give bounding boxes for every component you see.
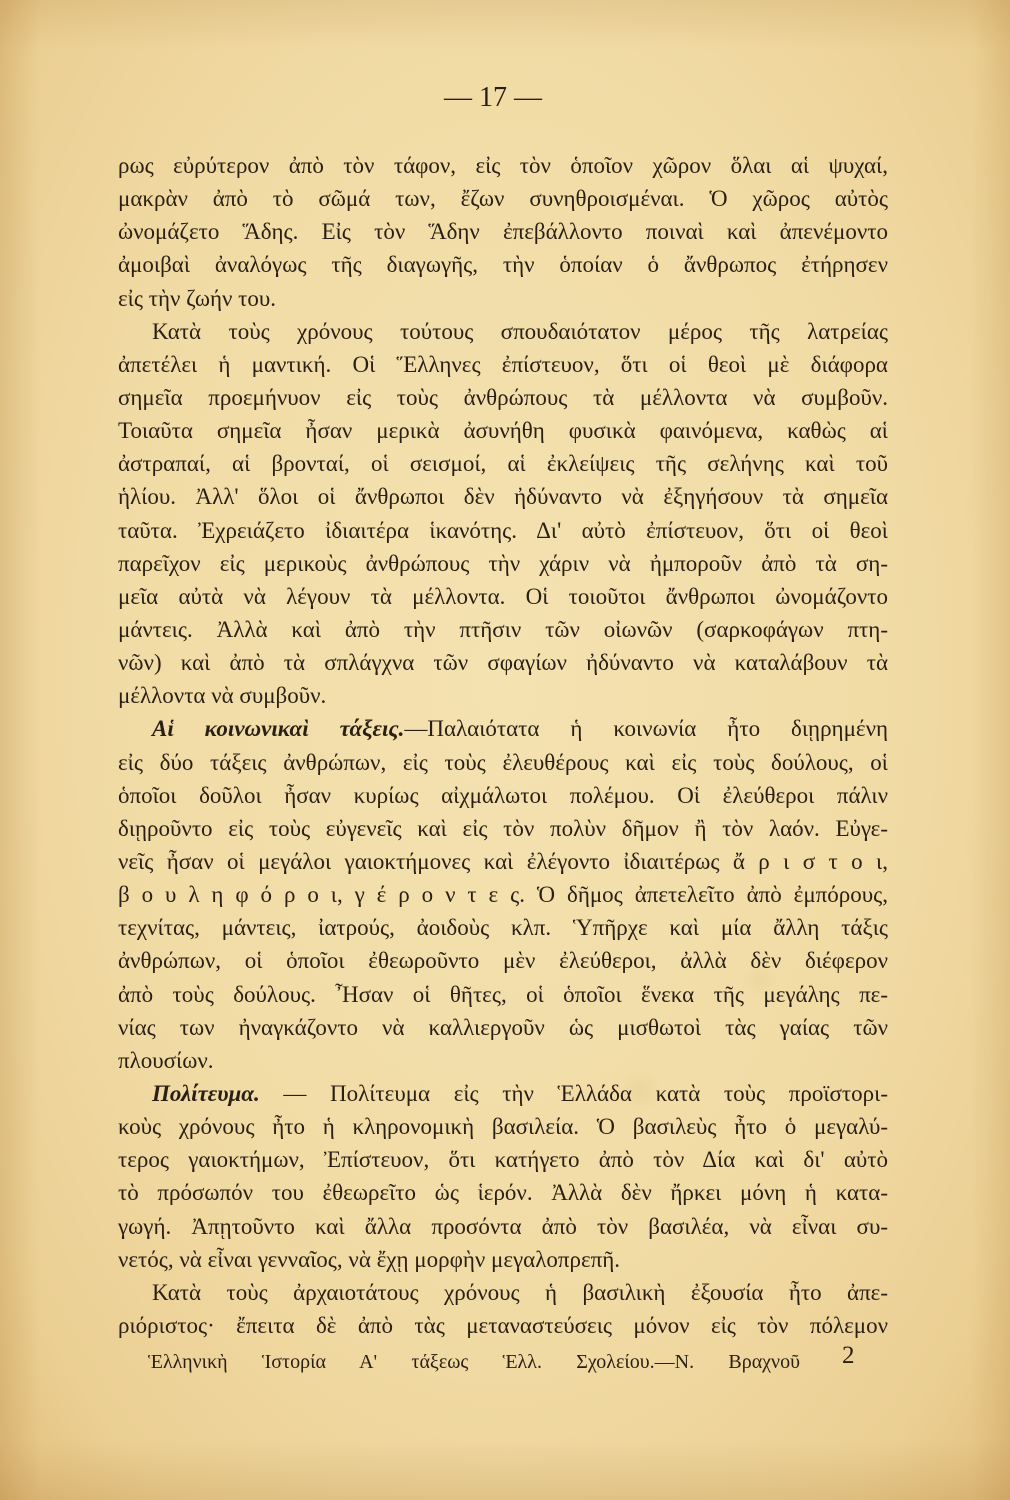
paragraph	[118, 712, 888, 1077]
text-line: νίας των ἠναγκάζοντο νὰ καλλιεργοῦν ὡς μισθωτοὶ τὰς γαίας τῶν	[118, 1014, 888, 1040]
text-line: τερος γαιοκτήμων, Ἐπίστευον, ὅτι κατήγετο ἀπὸ τὸν Δία καὶ δι' αὐτὸ	[118, 1147, 888, 1173]
text-line: β ο υ λ η φ ό ρ ο ι, γ έ ρ ο ν τ ε ς. Ὁ δῆμος ἀπετελεῖτο ἀπὸ ἐμπόρους,	[118, 882, 888, 908]
text-line: κοὺς χρόνους ἦτο ἡ κληρονομικὴ βασιλεία. Ὁ βασιλεὺς ἦτο ὁ μεγαλύ-	[118, 1114, 888, 1140]
text-line: μακρὰν ἀπὸ τὸ σῶμά των, ἔζων συνηθροισμέναι. Ὁ χῶρος αὐτὸς	[118, 186, 888, 212]
text-line: τεχνίτας, μάντεις, ἰατρούς, ἀοιδοὺς κλπ. Ὑπῆρχε καὶ μία ἄλλη τάξις	[118, 915, 888, 941]
paragraph	[118, 149, 888, 315]
page-number: — 17 —	[444, 82, 542, 113]
signature-mark: 2	[842, 1342, 855, 1369]
text-line: Κατὰ τοὺς χρόνους τούτους σπουδαιότατον μέρος τῆς λατρείας	[152, 318, 888, 344]
section-heading: Πολίτευμα.	[152, 1080, 260, 1106]
section-heading: Αἱ κοινωνικαὶ τάξεις.	[152, 716, 405, 742]
text-line: μάντεις. Ἀλλὰ καὶ ἀπὸ τὴν πτῆσιν τῶν οἰωνῶν (σαρκοφάγων πτη-	[118, 616, 888, 642]
text-line: Τοιαῦτα σημεῖα ἦσαν μερικὰ ἀσυνήθη φυσικὰ φαινόμενα, καθὼς αἱ	[118, 418, 888, 444]
text-line: νῶν) καὶ ἀπὸ τὰ σπλάγχνα τῶν σφαγίων ἠδύναντο νὰ καταλάβουν τὰ	[118, 650, 888, 676]
text-line: ἀπὸ τοὺς δούλους. Ἦσαν οἱ θῆτες, οἱ ὁποῖοι ἕνεκα τῆς μεγάλης πε-	[118, 981, 888, 1007]
text-line: ρως εὐρύτερον ἀπὸ τὸν τάφον, εἰς τὸν ὁποῖον χῶρον ὅλαι αἱ ψυχαί,	[118, 153, 888, 178]
text-line: ἀνθρώπων, οἱ ὁποῖοι ἐθεωροῦντο μὲν ἐλεύθεροι, ἀλλὰ δὲν διέφερον	[118, 948, 888, 974]
text-line: διῃροῦντο εἰς τοὺς εὐγενεῖς καὶ εἰς τὸν πολὺν δῆμον ἢ τὸν λαόν. Εὐγε-	[118, 815, 888, 841]
text-line: ἀπετέλει ἡ μαντική. Οἱ Ἕλληνες ἐπίστευον, ὅτι οἱ θεοὶ μὲ διάφορα	[118, 351, 888, 377]
paragraph	[118, 1276, 888, 1342]
text-line: σημεῖα προεμήνυον εἰς τοὺς ἀνθρώπους τὰ μέλλοντα νὰ συμβοῦν.	[118, 384, 888, 410]
text-line: μέλλοντα νὰ συμβοῦν.	[118, 683, 327, 709]
paragraph	[118, 315, 888, 713]
text-line: εἰς δύο τάξεις ἀνθρώπων, εἰς τοὺς ἐλευθέρους καὶ εἰς τοὺς δούλους, οἱ	[118, 749, 888, 775]
paragraph	[118, 1077, 888, 1276]
text-line	[118, 1077, 888, 1110]
text-line: μεῖα αὐτὰ νὰ λέγουν τὰ μέλλοντα. Οἱ τοιοῦτοι ἄνθρωποι ὠνομάζοντο	[118, 583, 888, 609]
text-line: ἡλίου. Ἀλλ' ὅλοι οἱ ἄνθρωποι δὲν ἠδύναντο νὰ ἐξηγήσουν τὰ σημεῖα	[118, 484, 888, 510]
text-line: ὁποῖοι δοῦλοι ἦσαν κυρίως αἰχμάλωτοι πολέμου. Οἱ ἐλεύθεροι πάλιν	[118, 782, 888, 808]
text-line: νεῖς ἦσαν οἱ μεγάλοι γαιοκτήμονες καὶ ἐλέγοντο ἰδιαιτέρως ἄ ρ ι σ τ ο ι,	[118, 848, 888, 874]
text-line: παρεῖχον εἰς μερικοὺς ἀνθρώπους τὴν χάριν νὰ ἠμποροῦν ἀπὸ τὰ ση-	[118, 550, 888, 576]
text-line: ἀμοιβαὶ ἀναλόγως τῆς διαγωγῆς, τὴν ὁποίαν ὁ ἄνθρωπος ἐτήρησεν	[118, 252, 888, 278]
text-run: — Πολίτευμα εἰς τὴν Ἑλλάδα κατὰ τοὺς προϊστορι-	[283, 1080, 889, 1106]
text-line: ριόριστος· ἔπειτα δὲ ἀπὸ τὰς μεταναστεύσεις μόνον εἰς τὸν πόλεμον	[118, 1312, 888, 1338]
text-line: ταῦτα. Ἐχρειάζετο ἰδιαιτέρα ἱκανότης. Δι' αὐτὸ ἐπίστευον, ὅτι οἱ θεοὶ	[118, 517, 888, 543]
text-line: γωγή. Ἀπῃτοῦντο καὶ ἄλλα προσόντα ἀπὸ τὸν βασιλέα, νὰ εἶναι συ-	[118, 1213, 888, 1239]
text-line: ἀστραπαί, αἱ βρονταί, οἱ σεισμοί, αἱ ἐκλείψεις τῆς σελήνης καὶ τοῦ	[118, 451, 888, 477]
text-line: νετός, νὰ εἶναι γενναῖος, νὰ ἔχῃ μορφὴν μεγαλοπρεπῆ.	[118, 1246, 621, 1272]
text-line: ὠνομάζετο Ἅδης. Εἰς τὸν Ἅδην ἐπεβάλλοντο ποιναὶ καὶ ἀπενέμοντο	[118, 219, 888, 245]
text-line	[118, 712, 888, 745]
body-text	[118, 149, 888, 1342]
text-line: εἰς τὴν ζωήν του.	[118, 285, 277, 311]
text-line: Κατὰ τοὺς ἀρχαιοτάτους χρόνους ἡ βασιλικὴ ἐξουσία ἦτο ἀπε-	[152, 1279, 888, 1305]
text-line: τὸ πρόσωπόν του ἐθεωρεῖτο ὡς ἱερόν. Ἀλλὰ δὲν ἤρκει μόνη ἡ κατα-	[118, 1180, 888, 1206]
text-run: —Παλαιότατα ἡ κοινωνία ἦτο διῃρημένη	[404, 716, 889, 742]
text-line: πλουσίων.	[118, 1047, 214, 1073]
footer-citation: Ἑλληνικὴ Ἱστορία Α' τάξεως Ἑλλ. Σχολείου.—Ν. Βραχνοῦ	[148, 1351, 800, 1373]
